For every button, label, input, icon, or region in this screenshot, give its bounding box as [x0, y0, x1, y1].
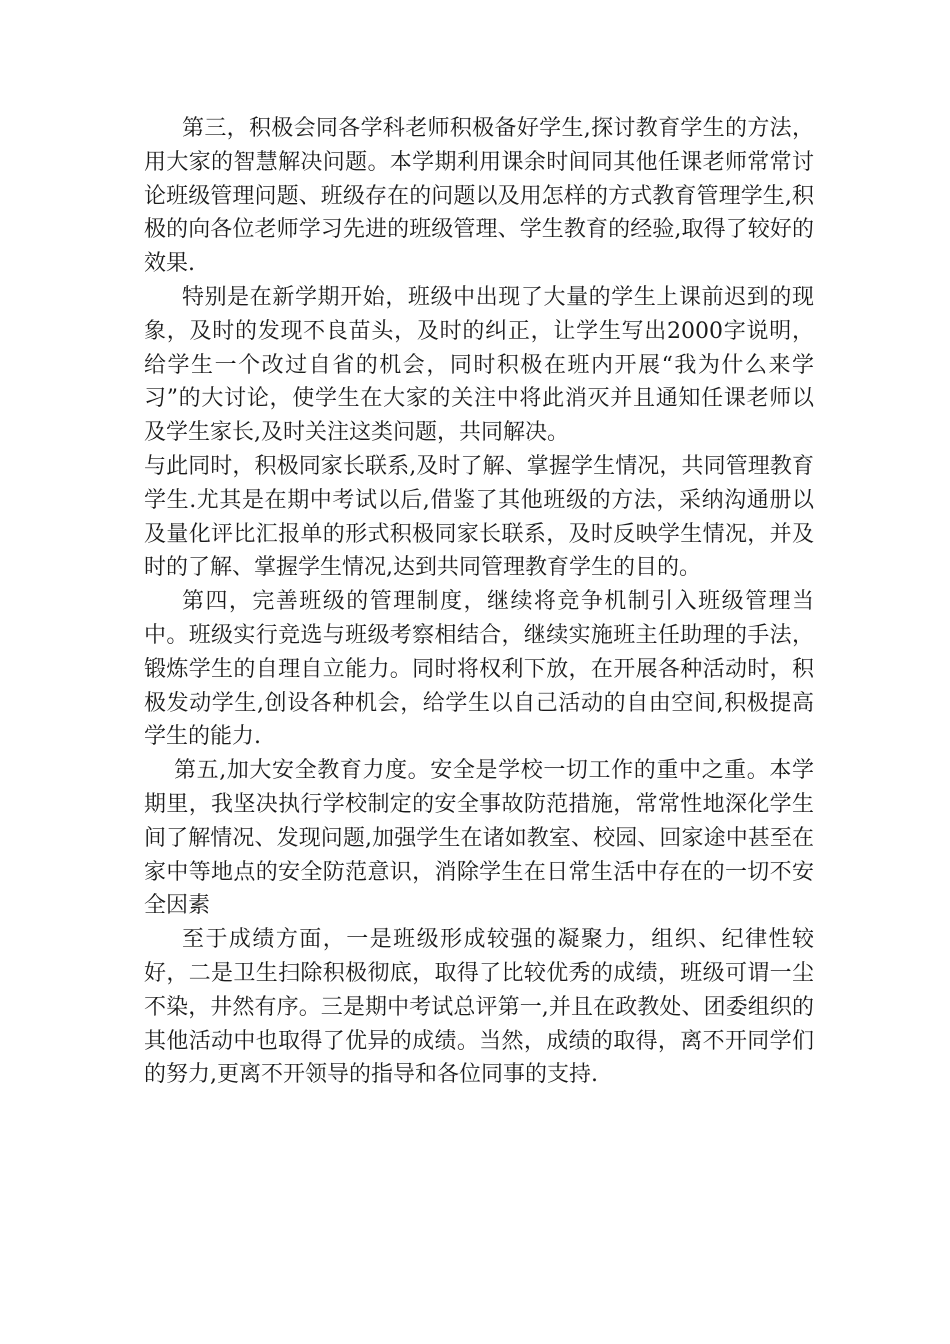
paragraph-parent-contact: 与此同时，积极同家长联系,及时了解、掌握学生情况，共同管理教育学生.尤其是在期中考试以后,借鉴了其他班级的方法，采纳沟通册以及量化评比汇报单的形式积极同家长联系，及时反映学生情况，并及时的了解、掌握学生情况,达到共同管理教育学生的目的。	[144, 453, 814, 581]
paragraph-lateness-issue: 特别是在新学期开始，班级中出现了大量的学生上课前迟到的现象，及时的发现不良苗头，及时的纠正，让学生写出2000字说明，给学生一个改过自省的机会，同时积极在班内开展“我为什么来学习”的大讨论，使学生在大家的关注中将此消灭并且通知任课老师以及学生家长,及时关注这类问题，共同解决。	[144, 284, 814, 446]
paragraph-third-point: 第三，积极会同各学科老师积极备好学生,探讨教育学生的方法，用大家的智慧解决问题。本学期利用课余时间同其他任课老师常常讨论班级管理问题、班级存在的问题以及用怎样的方式教育管理学生,积极的向各位老师学习先进的班级管理、学生教育的经验,取得了较好的效果.	[144, 116, 814, 277]
document-body	[144, 112, 814, 1092]
paragraph-fourth-point: 第四，完善班级的管理制度，继续将竞争机制引入班级管理当中。班级实行竞选与班级考察相结合，继续实施班主任助理的手法，锻炼学生的自理自立能力。同时将权利下放，在开展各种活动时，积极发动学生,创设各种机会，给学生以自己活动的自由空间,积极提高学生的能力.	[144, 589, 814, 750]
paragraph-fifth-point: 第五,加大安全教育力度。安全是学校一切工作的重中之重。本学期里，我坚决执行学校制定的安全事故防范措施，常常性地深化学生间了解情况、发现问题,加强学生在诸如教室、校园、回家途中甚至在家中等地点的安全防范意识，消除学生在日常生活中存在的一切不安全因素	[144, 758, 814, 919]
paragraph-achievements: 至于成绩方面，一是班级形成较强的凝聚力，组织、纪律性较好，二是卫生扫除积极彻底，取得了比较优秀的成绩，班级可谓一尘不染，井然有序。三是期中考试总评第一,并且在政教处、团委组织的其他活动中也取得了优异的成绩。当然，成绩的取得，离不开同学们的努力,更离不开领导的指导和各位同事的支持.	[144, 927, 814, 1088]
